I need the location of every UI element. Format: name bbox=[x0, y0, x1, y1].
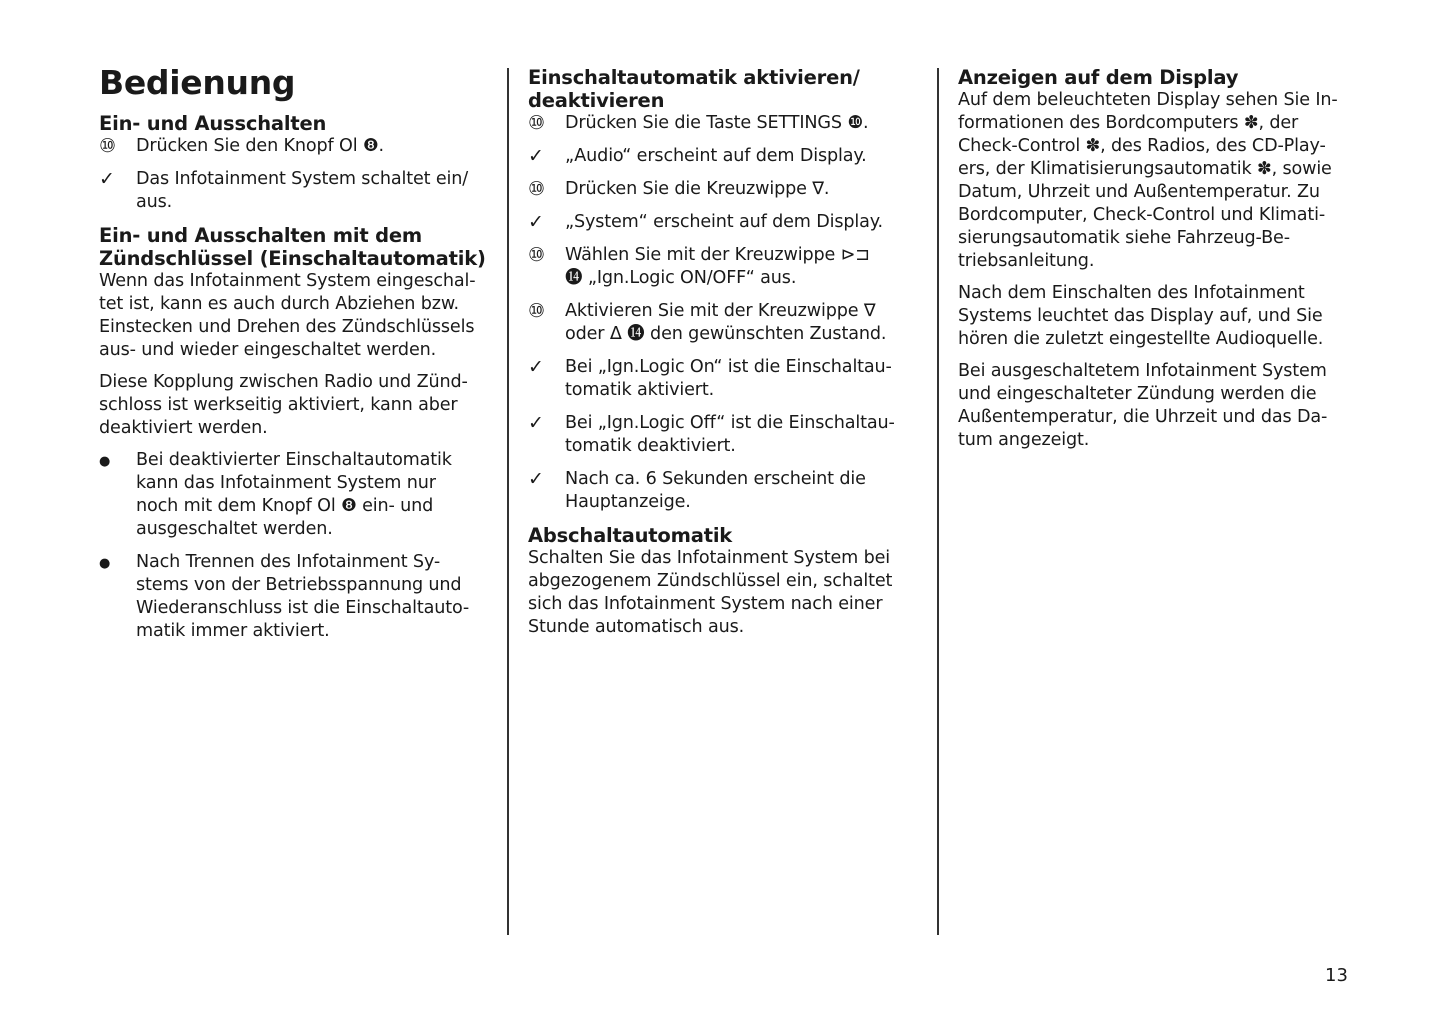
text-line: tum angezeigt. bbox=[958, 430, 1090, 450]
text-line: matik immer aktiviert. bbox=[136, 621, 330, 641]
text-line: Bei „Ign.Logic Off“ ist die Einschaltau- bbox=[565, 413, 895, 433]
instruction-step bbox=[528, 300, 928, 346]
text-line: tomatik deaktiviert. bbox=[565, 436, 736, 456]
text-line: Außentemperatur, die Uhrzeit und das Da- bbox=[958, 407, 1328, 427]
text-line: Drücken Sie den Knopf Ol ❽. bbox=[136, 136, 384, 156]
step-icon: ⑩ bbox=[528, 178, 545, 200]
text-line: formationen des Bordcomputers ✽, der bbox=[958, 113, 1299, 133]
section-heading bbox=[528, 66, 928, 112]
section-heading bbox=[99, 224, 499, 270]
result-item bbox=[528, 412, 928, 458]
text-line: Bedienung bbox=[99, 63, 296, 102]
checkmark-icon: ✓ bbox=[528, 468, 544, 490]
text-line: Ein- und Ausschalten mit dem bbox=[99, 224, 422, 247]
paragraph bbox=[958, 89, 1358, 273]
text-line: Nach dem Einschalten des Infotainment bbox=[958, 283, 1305, 303]
text-line: Anzeigen auf dem Display bbox=[958, 66, 1239, 89]
text-line: Aktivieren Sie mit der Kreuzwippe ∇ bbox=[565, 301, 876, 321]
text-line: Bei deaktivierter Einschaltautomatik bbox=[136, 450, 452, 470]
section-heading bbox=[528, 524, 928, 547]
text-line: triebsanleitung. bbox=[958, 251, 1095, 271]
checkmark-icon: ✓ bbox=[528, 145, 544, 167]
instruction-step bbox=[528, 178, 928, 201]
text-line: Auf dem beleuchteten Display sehen Sie In- bbox=[958, 90, 1338, 110]
bullet-icon: ● bbox=[99, 556, 111, 571]
section-heading bbox=[958, 66, 1358, 89]
text-line: Einschaltautomatik aktivieren/ bbox=[528, 66, 860, 89]
step-icon: ⑩ bbox=[528, 300, 545, 322]
text-line: Drücken Sie die Taste SETTINGS ❿. bbox=[565, 113, 869, 133]
column-right bbox=[958, 62, 1358, 461]
section-heading bbox=[99, 112, 499, 135]
text-line: Einstecken und Drehen des Zündschlüssels bbox=[99, 317, 475, 337]
result-item bbox=[528, 468, 928, 514]
step-icon: ⑩ bbox=[528, 244, 545, 266]
step-icon: ⑩ bbox=[528, 112, 545, 134]
text-line: kann das Infotainment System nur bbox=[136, 473, 436, 493]
text-line: aus. bbox=[136, 192, 173, 212]
text-line: Hauptanzeige. bbox=[565, 492, 691, 512]
text-line: tet ist, kann es auch durch Abziehen bzw. bbox=[99, 294, 459, 314]
result-item bbox=[528, 356, 928, 402]
text-line: Abschaltautomatik bbox=[528, 524, 733, 547]
text-line: „Audio“ erscheint auf dem Display. bbox=[565, 146, 867, 166]
column-left bbox=[99, 62, 499, 653]
text-line: Check-Control ✽, des Radios, des CD-Play- bbox=[958, 136, 1326, 156]
paragraph bbox=[958, 360, 1358, 452]
text-line: Datum, Uhrzeit und Außentemperatur. Zu bbox=[958, 182, 1320, 202]
paragraph bbox=[958, 282, 1358, 351]
text-line: hören die zuletzt eingestellte Audioquelle. bbox=[958, 329, 1324, 349]
text-line: deaktivieren bbox=[528, 89, 665, 112]
checkmark-icon: ✓ bbox=[528, 356, 544, 378]
text-line: sich das Infotainment System nach einer bbox=[528, 594, 883, 614]
text-line: „System“ erscheint auf dem Display. bbox=[565, 212, 883, 232]
text-line: Schalten Sie das Infotainment System bei bbox=[528, 548, 891, 568]
text-line: deaktiviert werden. bbox=[99, 418, 268, 438]
text-line: Bei „Ign.Logic On“ ist die Einschaltau- bbox=[565, 357, 892, 377]
text-line: Bei ausgeschaltetem Infotainment System bbox=[958, 361, 1327, 381]
bullet-item bbox=[99, 551, 499, 643]
text-line: sierungsautomatik siehe Fahrzeug-Be- bbox=[958, 228, 1290, 248]
text-line: Wählen Sie mit der Kreuzwippe ⊳⊐ bbox=[565, 245, 870, 265]
paragraph bbox=[99, 371, 499, 440]
text-line: ausgeschaltet werden. bbox=[136, 519, 333, 539]
text-line: tomatik aktiviert. bbox=[565, 380, 715, 400]
text-line: Ein- und Ausschalten bbox=[99, 112, 327, 135]
column-divider bbox=[937, 68, 939, 935]
result-item bbox=[99, 168, 499, 214]
page-title bbox=[99, 62, 499, 104]
text-line: Stunde automatisch aus. bbox=[528, 617, 745, 637]
text-line: oder Δ ⓮ den gewünschten Zustand. bbox=[565, 324, 887, 344]
text-line: abgezogenem Zündschlüssel ein, schaltet bbox=[528, 571, 893, 591]
paragraph bbox=[99, 270, 499, 362]
text-line: Zündschlüssel (Einschaltautomatik) bbox=[99, 247, 486, 270]
text-line: ⓮ „Ign.Logic ON/OFF“ aus. bbox=[565, 268, 797, 288]
bullet-item bbox=[99, 449, 499, 541]
bullet-icon: ● bbox=[99, 454, 111, 469]
text-line: stems von der Betriebsspannung und bbox=[136, 575, 462, 595]
text-line: Das Infotainment System schaltet ein/ bbox=[136, 169, 469, 189]
text-line: Nach Trennen des Infotainment Sy- bbox=[136, 552, 441, 572]
paragraph bbox=[528, 547, 928, 639]
column-middle bbox=[528, 62, 928, 648]
text-line: Wenn das Infotainment System eingeschal- bbox=[99, 271, 476, 291]
text-line: Bordcomputer, Check-Control und Klimati- bbox=[958, 205, 1326, 225]
text-line: Nach ca. 6 Sekunden erscheint die bbox=[565, 469, 866, 489]
text-line: aus- und wieder eingeschaltet werden. bbox=[99, 340, 437, 360]
instruction-step bbox=[528, 244, 928, 290]
checkmark-icon: ✓ bbox=[528, 412, 544, 434]
step-icon: ⑩ bbox=[99, 135, 116, 157]
result-item bbox=[528, 211, 928, 234]
instruction-step bbox=[528, 112, 928, 135]
text-line: Drücken Sie die Kreuzwippe ∇. bbox=[565, 179, 830, 199]
text-line: schloss ist werkseitig aktiviert, kann aber bbox=[99, 395, 458, 415]
result-item bbox=[528, 145, 928, 168]
text-line: Wiederanschluss ist die Einschaltauto- bbox=[136, 598, 470, 618]
text-line: und eingeschalteter Zündung werden die bbox=[958, 384, 1317, 404]
text-line: noch mit dem Knopf Ol ❽ ein- und bbox=[136, 496, 434, 516]
text-line: Systems leuchtet das Display auf, und Sie bbox=[958, 306, 1323, 326]
instruction-step bbox=[99, 135, 499, 158]
page-number: 13 bbox=[1325, 965, 1348, 986]
text-line: Diese Kopplung zwischen Radio und Zünd- bbox=[99, 372, 468, 392]
column-divider bbox=[507, 68, 509, 935]
text-line: ers, der Klimatisierungsautomatik ✽, sowie bbox=[958, 159, 1332, 179]
checkmark-icon: ✓ bbox=[528, 211, 544, 233]
checkmark-icon: ✓ bbox=[99, 168, 115, 190]
